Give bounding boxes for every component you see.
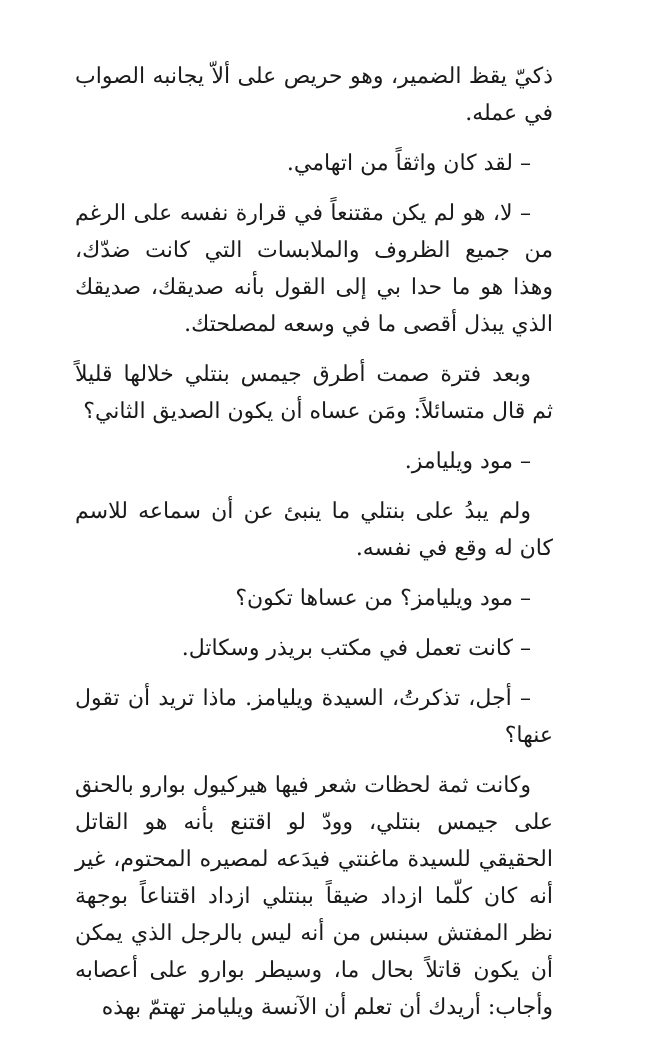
dialog-line: – كانت تعمل في مكتب بريذر وسكاتل.: [181, 636, 531, 661]
narrative-paragraph: ولم يبدُ على بنتلي ما ينبئ عن أن سماعه للاسم كان له وقع في نفسه.: [75, 499, 553, 561]
paragraph-continuation: ذكيّ يقظ الضمير، وهو حريص على ألاّ يجانبه الصواب في عمله.: [75, 64, 553, 126]
narrative-paragraph: وكانت ثمة لحظات شعر فيها هيركيول بوارو بالحنق على جيمس بنتلي، وودّ لو اقتنع بأنه هو القاتل الحقيقي للسيدة ماغنتي فيدَعه لمصيره المحتوم، غير أنه كان كلّما ازداد ضيقاً ببنتلي ازداد اقتناعاً بوجهة نظر المفتش سبنس من أنه ليس بالرجل الذي يمكن أن يكون قاتلاً بحال ما، وسيطر بوارو على أعصابه وأجاب: أريدك أن تعلم أن الآنسة ويليامز تهتمّ بهذه: [75, 773, 553, 1020]
book-page: [75, 58, 553, 1039]
dialog-line: – لا، هو لم يكن مقتنعاً في قرارة نفسه على الرغم من جميع الظروف والملابسات التي كانت ضدّك، وهذا هو ما حدا بي إلى القول بأنه صديقك، صديقك الذي يبذل أقصى ما في وسعه لمصلحتك.: [75, 201, 553, 337]
dialog-line: – لقد كان واثقاً من اتهامي.: [286, 151, 531, 176]
narrative-paragraph: وبعد فترة صمت أطرق جيمس بنتلي خلالها قليلاً ثم قال متسائلاً: ومَن عساه أن يكون الصديق الثاني؟: [75, 362, 553, 424]
dialog-line: – أجل، تذكرتُ، السيدة ويليامز. ماذا تريد أن تقول عنها؟: [75, 686, 553, 748]
dialog-line: – مود ويليامز؟ من عساها تكون؟: [235, 586, 531, 611]
dialog-line: – مود ويليامز.: [404, 449, 531, 474]
